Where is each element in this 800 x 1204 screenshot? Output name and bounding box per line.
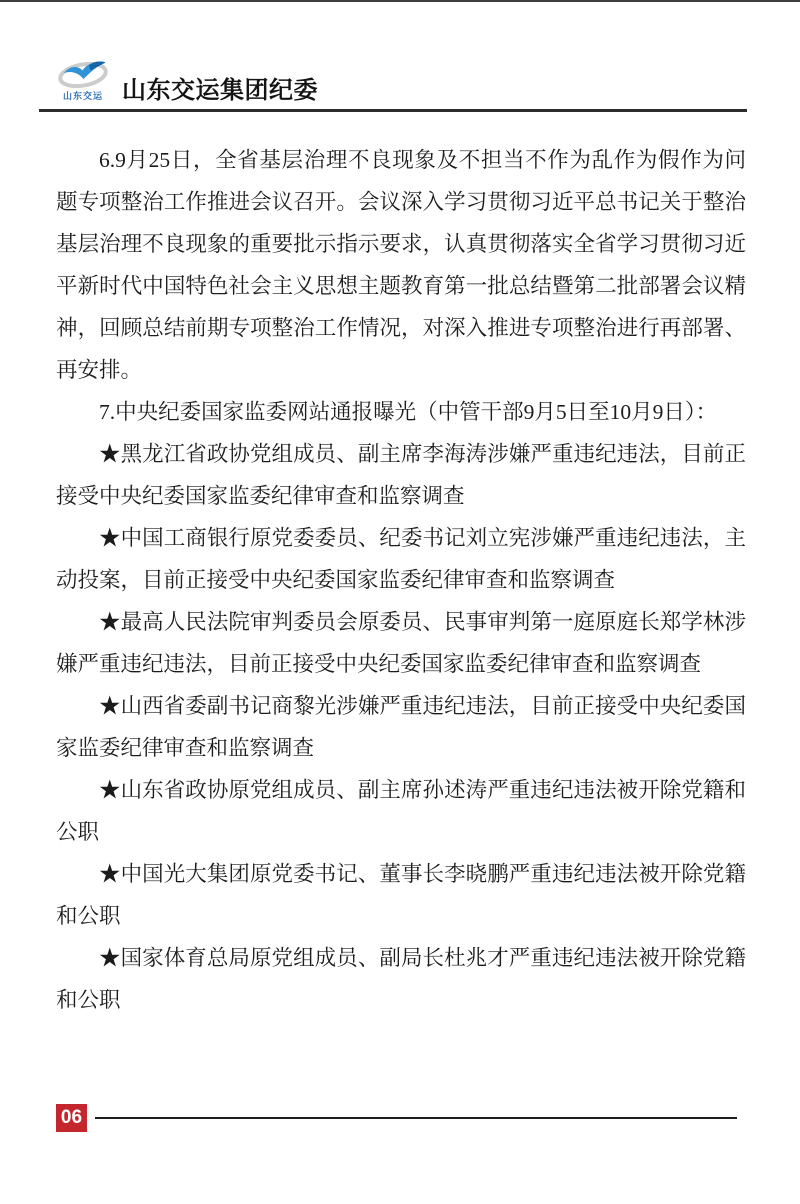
page-header: [56, 57, 318, 105]
paragraph-meeting: 6.9月25日，全省基层治理不良现象及不担当不作为乱作为假作为问题专项整治工作推进会议召开。会议深入学习贯彻习近平总书记关于整治基层治理不良现象的重要批示指示要求，认真贯彻落实全省学习贯彻习近平新时代中国特色社会主义思想主题教育第一批总结暨第二批部署会议精神，回顾总结前期专项整治工作情况，对深入推进专项整治进行再部署、再安排。: [56, 148, 746, 382]
page-number-badge: 06: [56, 1104, 87, 1132]
page-title: 山东交运集团纪委: [122, 77, 318, 104]
list-item: ★山西省委副书记商黎光涉嫌严重违纪违法，目前正接受中央纪委国家监委纪律审查和监察调查: [56, 694, 746, 760]
list-item: ★中国工商银行原党委委员、纪委书记刘立宪涉嫌严重违纪违法，主动投案，目前正接受中央纪委国家监委纪律审查和监察调查: [56, 526, 746, 592]
list-item: ★山东省政协原党组成员、副主席孙述涛严重违纪违法被开除党籍和公职: [56, 778, 746, 844]
document-body: [56, 139, 746, 1021]
footer-divider: [95, 1117, 737, 1119]
list-item: ★最高人民法院审判委员会原委员、民事审判第一庭原庭长郑学林涉嫌严重违纪违法，目前正接受中央纪委国家监委纪律审查和监察调查: [56, 610, 746, 676]
bird-logo-icon: [57, 57, 109, 89]
page-top-border: [0, 0, 800, 2]
list-item: ★黑龙江省政协党组成员、副主席李海涛涉嫌严重违纪违法，目前正接受中央纪委国家监委纪律审查和监察调查: [56, 442, 746, 508]
list-item: ★国家体育总局原党组成员、副局长杜兆才严重违纪违法被开除党籍和公职: [56, 946, 746, 1012]
list-item: ★中国光大集团原党委书记、董事长李晓鹏严重违纪违法被开除党籍和公职: [56, 862, 746, 928]
logo-caption: 山东交运: [62, 91, 103, 101]
paragraph-notice: 7.中央纪委国家监委网站通报曝光（中管干部9月5日至10月9日）：: [99, 400, 718, 424]
header-divider: [39, 109, 747, 112]
company-logo: [56, 57, 110, 102]
